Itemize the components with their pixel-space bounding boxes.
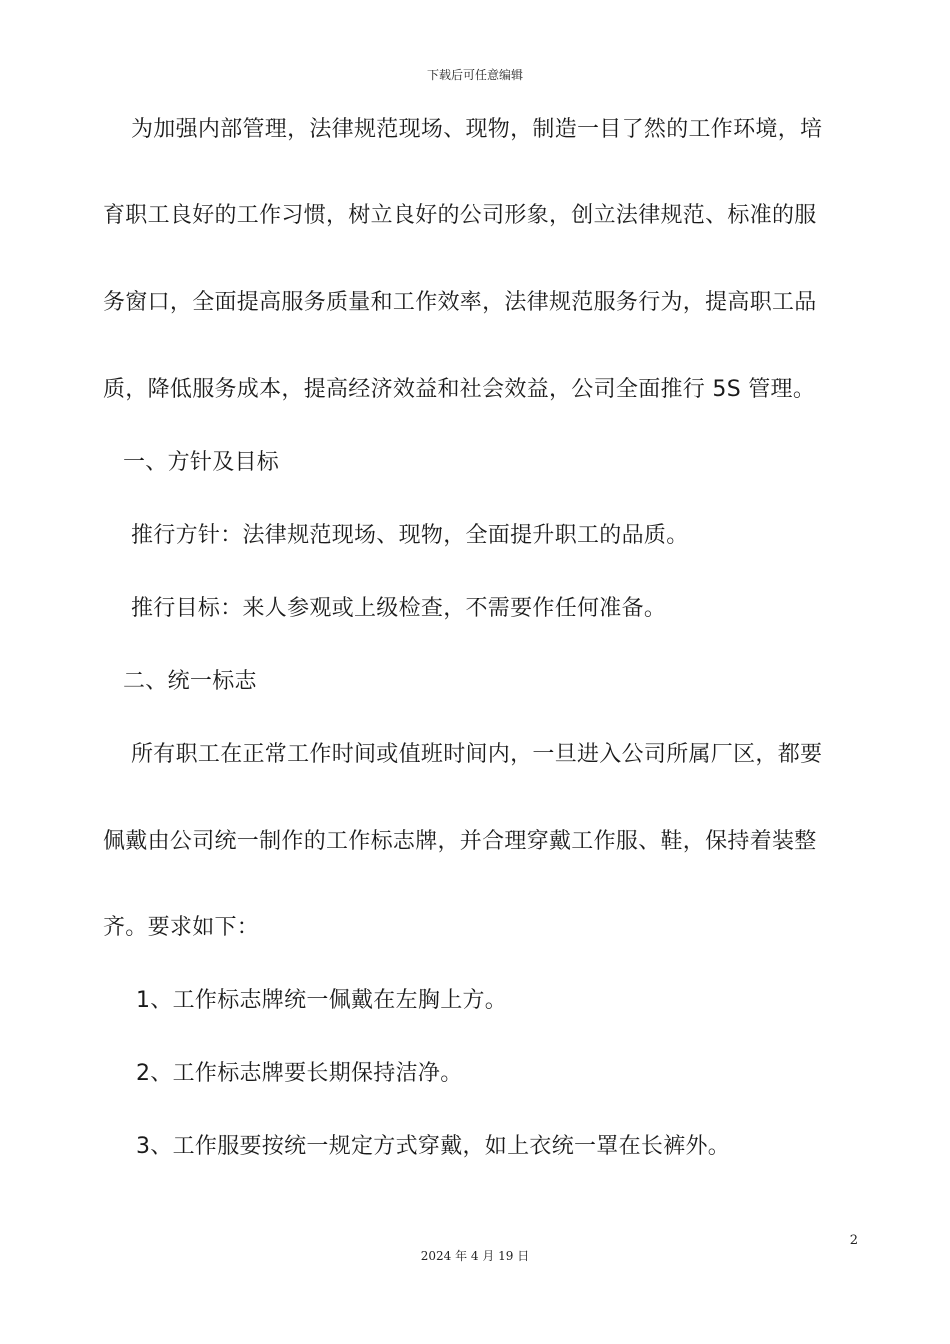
list-item: 1、工作标志牌统一佩戴在左胸上方。 — [136, 988, 508, 1013]
section-heading: 二、统一标志 — [123, 669, 257, 694]
page-number: 2 — [849, 1233, 858, 1248]
paragraph-line: 务窗口，全面提高服务质量和工作效率，法律规范服务行为，提高职工品 — [103, 290, 817, 315]
page-header: 下载后可任意编辑 — [426, 68, 523, 82]
paragraph-line: 质，降低服务成本，提高经济效益和社会效益，公司全面推行 5S 管理。 — [103, 377, 816, 402]
list-item: 2、工作标志牌要长期保持洁净。 — [136, 1061, 463, 1086]
paragraph-line: 所有职工在正常工作时间或值班时间内，一旦进入公司所属厂区，都要 — [131, 742, 823, 767]
page-footer: 2024 年 4 月 19 日 — [420, 1249, 530, 1263]
paragraph-line: 佩戴由公司统一制作的工作标志牌，并合理穿戴工作服、鞋，保持着装整 — [103, 829, 817, 854]
paragraph-line: 为加强内部管理，法律规范现场、现物，制造一目了然的工作环境，培 — [131, 117, 823, 142]
paragraph-line: 齐。要求如下： — [103, 915, 260, 940]
policy-line: 推行方针：法律规范现场、现物，全面提升职工的品质。 — [131, 523, 689, 548]
section-heading: 一、方针及目标 — [123, 450, 280, 475]
goal-line: 推行目标：来人参观或上级检查，不需要作任何准备。 — [131, 596, 667, 621]
paragraph-line: 育职工良好的工作习惯，树立良好的公司形象，创立法律规范、标准的服 — [103, 203, 817, 228]
list-item: 3、工作服要按统一规定方式穿戴，如上衣统一罩在长裤外。 — [136, 1134, 731, 1159]
